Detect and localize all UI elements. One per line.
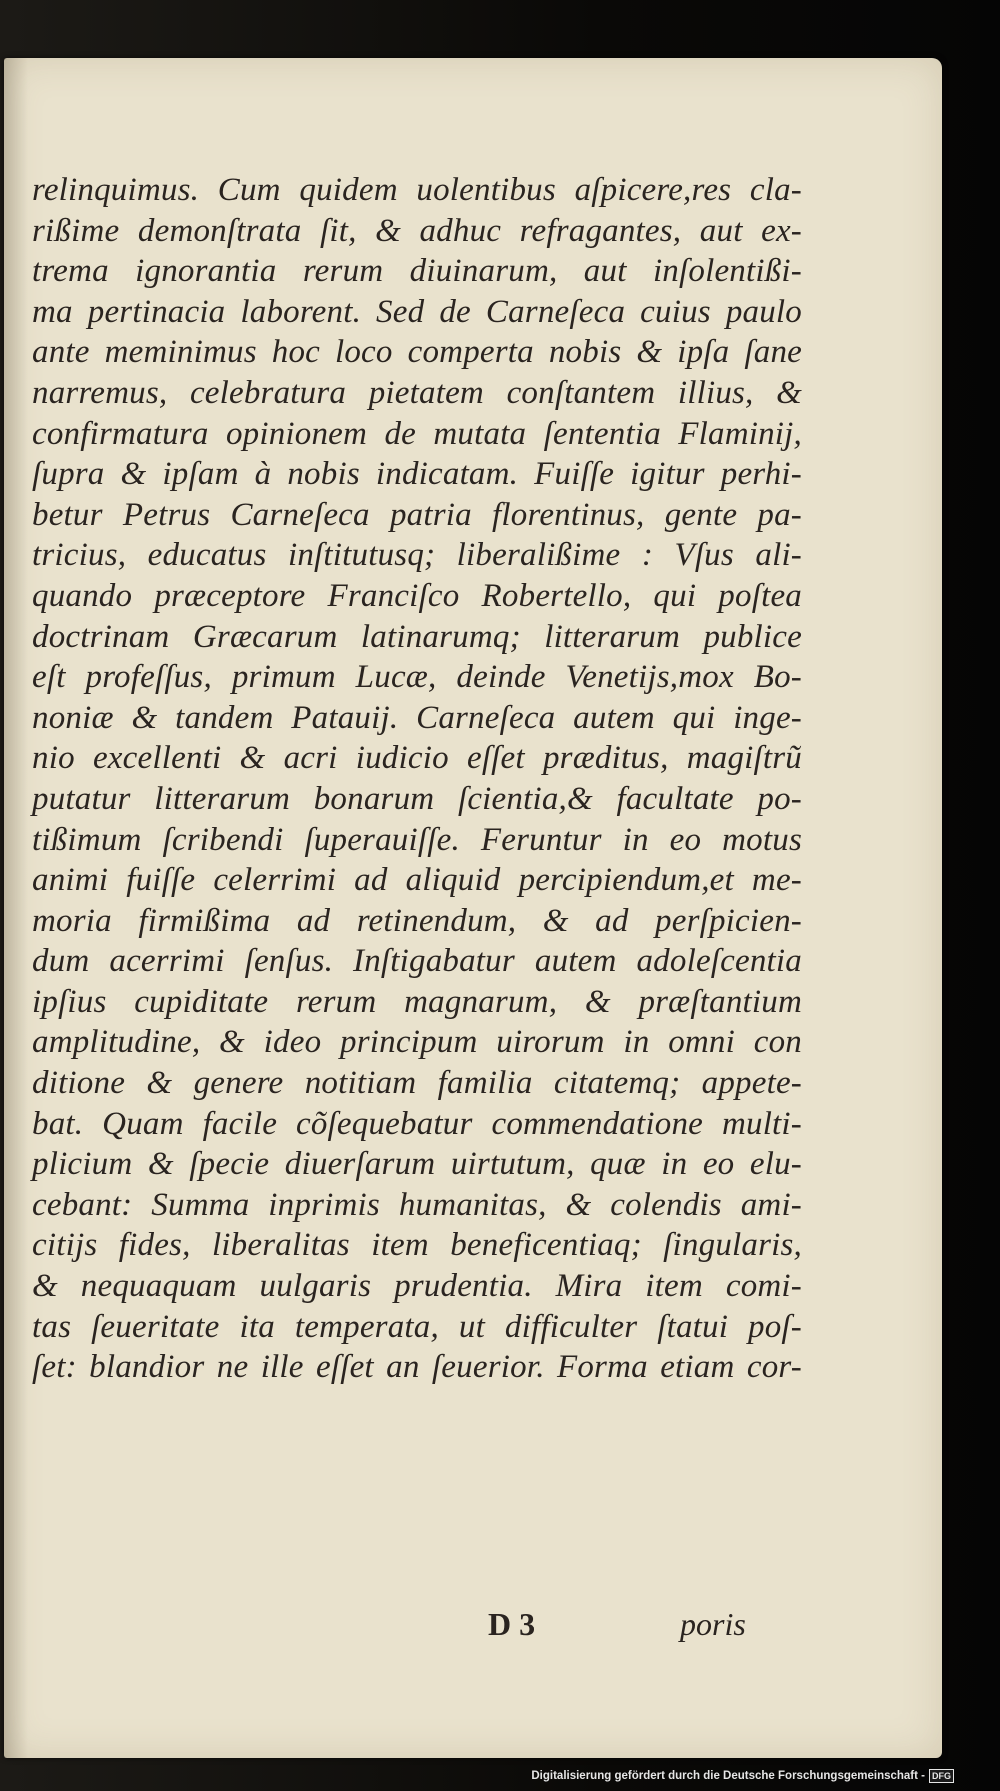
text-line: tas ſeueritate ita temperata, ut difficulter ſtatui poſ- <box>32 1308 802 1345</box>
credit-text: Digitalisierung gefördert durch die Deutsche Forschungsgemeinschaft - <box>531 1770 925 1782</box>
text-line: putatur litterarum bonarum ſcientia,& facultate po- <box>32 780 802 817</box>
text-line: doctrinam Græcarum latinarumq; litterarum publice <box>32 618 802 655</box>
body-text <box>32 170 802 1388</box>
text-line: citijs fides, liberalitas item beneficentiaq; ſingularis, <box>32 1227 802 1264</box>
page-footer-line <box>4 1606 942 1656</box>
text-line: ipſius cupiditate rerum magnarum, & præſtantium <box>32 983 802 1020</box>
text-line: narremus, celebratura pietatem conſtantem illius, & <box>32 374 802 411</box>
text-line: ma pertinacia laborent. Sed de Carneſeca cuius paulo <box>32 293 802 330</box>
dfg-logo-icon: DFG <box>929 1769 954 1783</box>
text-line: bat. Quam facile cõſequebatur commendatione multi- <box>32 1105 802 1142</box>
catchword: poris <box>680 1606 746 1642</box>
text-line: noniæ & tandem Patauij. Carneſeca autem qui inge- <box>32 699 802 736</box>
text-line: eſt profeſſus, primum Lucæ, deinde Venetijs,mox Bo- <box>32 659 802 696</box>
text-line: ſet: blandior ne ille eſſet an ſeuerior. Forma etiam cor- <box>32 1349 802 1386</box>
text-line: ditione & genere notitiam familia citatemq; appete- <box>32 1065 802 1102</box>
text-line: moria firmißima ad retinendum, & ad perſpicien- <box>32 902 802 939</box>
text-line: amplitudine, & ideo principum uirorum in omni con <box>32 1024 802 1061</box>
digitization-credit <box>531 1767 954 1785</box>
text-line: ſupra & ipſam à nobis indicatam. Fuiſſe igitur perhi- <box>32 456 802 493</box>
text-line: rißime demonſtrata ſit, & adhuc refragantes, aut ex- <box>32 212 802 249</box>
text-line: tißimum ſcribendi ſuperauiſſe. Feruntur in eo motus <box>32 821 802 858</box>
text-line: relinquimus. Cum quidem uolentibus aſpicere,res cla- <box>32 172 802 208</box>
signature-mark: D 3 <box>488 1606 536 1642</box>
text-line: dum acerrimi ſenſus. Inſtigabatur autem adoleſcentia <box>32 943 802 980</box>
text-line: betur Petrus Carneſeca patria florentinus, gente pa- <box>32 496 802 533</box>
text-line: animi fuiſſe celerrimi ad aliquid percipiendum,et me- <box>32 862 802 899</box>
text-line: ante meminimus hoc loco comperta nobis & ipſa ſane <box>32 334 802 371</box>
text-line: tricius, educatus inſtitutusq; liberalißime : Vſus ali- <box>32 537 802 574</box>
book-page <box>4 58 942 1758</box>
text-line: quando præceptore Franciſco Robertello, qui poſtea <box>32 577 802 614</box>
text-line: plicium & ſpecie diuerſarum uirtutum, quæ in eo elu- <box>32 1146 802 1183</box>
text-line: trema ignorantia rerum diuinarum, aut inſolentißi- <box>32 253 802 290</box>
text-line: confirmatura opinionem de mutata ſententia Flaminij, <box>32 415 802 452</box>
text-line: cebant: Summa inprimis humanitas, & colendis ami- <box>32 1186 802 1223</box>
text-line: nio excellenti & acri iudicio eſſet præditus, magiſtrũ <box>32 740 802 777</box>
text-line: & nequaquam uulgaris prudentia. Mira item comi- <box>32 1268 802 1305</box>
